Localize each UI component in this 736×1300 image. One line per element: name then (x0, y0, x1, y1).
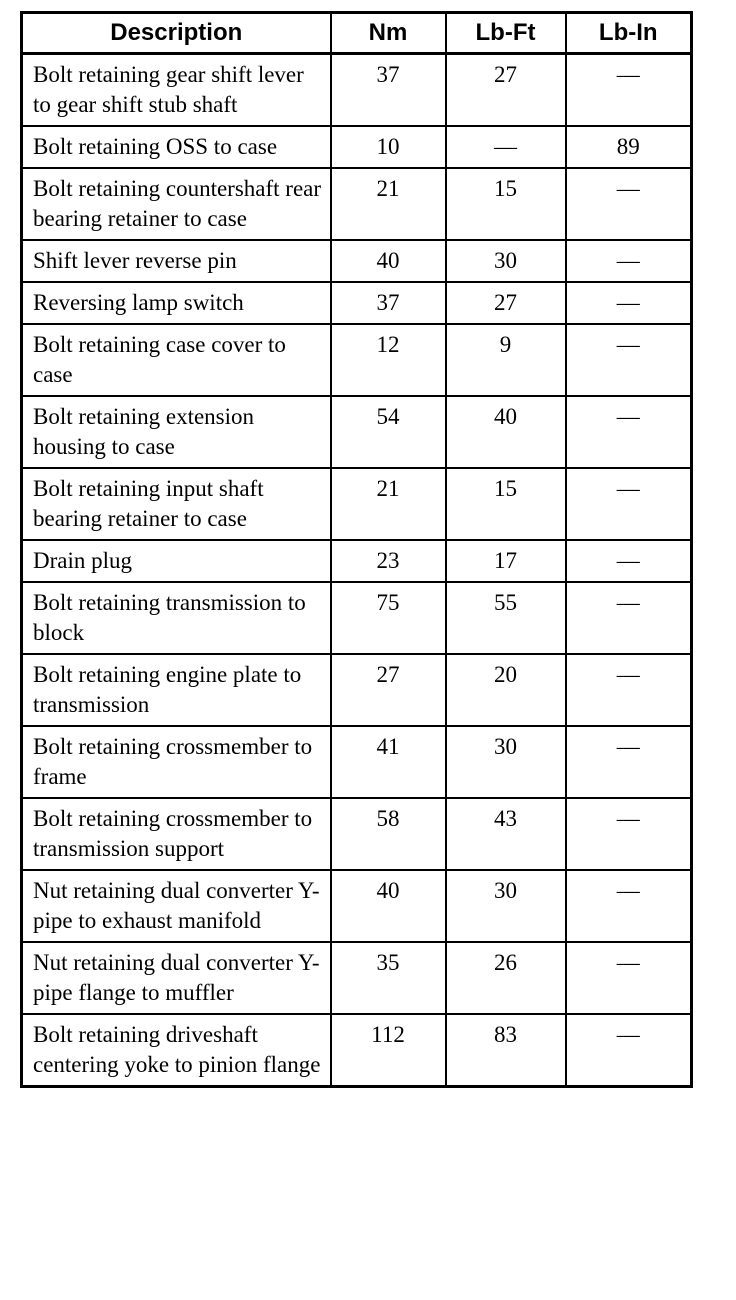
cell-nm: 21 (331, 168, 446, 240)
table-row (22, 282, 692, 324)
table-row (22, 1014, 692, 1087)
cell-nm: 12 (331, 324, 446, 396)
torque-specification-table (20, 11, 693, 1088)
cell-description: Bolt retaining crossmember to transmission support (22, 798, 331, 870)
cell-description: Bolt retaining countershaft rear bearing retainer to case (22, 168, 331, 240)
cell-description: Bolt retaining driveshaft centering yoke to pinion flange (22, 1014, 331, 1087)
cell-nm: 21 (331, 468, 446, 540)
cell-description: Bolt retaining extension housing to case (22, 396, 331, 468)
cell-lb-ft: 27 (446, 282, 566, 324)
table-header-row (22, 13, 692, 54)
cell-nm: 37 (331, 282, 446, 324)
cell-lb-ft: 9 (446, 324, 566, 396)
cell-lb-ft: 15 (446, 168, 566, 240)
cell-lb-ft: 30 (446, 240, 566, 282)
cell-lb-ft: 20 (446, 654, 566, 726)
cell-description: Bolt retaining engine plate to transmission (22, 654, 331, 726)
cell-lb-in: — (566, 582, 692, 654)
cell-lb-in: — (566, 168, 692, 240)
cell-lb-in: — (566, 870, 692, 942)
cell-lb-ft: 30 (446, 870, 566, 942)
cell-lb-in: 89 (566, 126, 692, 168)
cell-nm: 41 (331, 726, 446, 798)
cell-lb-ft: 83 (446, 1014, 566, 1087)
cell-lb-ft: 43 (446, 798, 566, 870)
cell-nm: 112 (331, 1014, 446, 1087)
header-lb-ft: Lb-Ft (446, 13, 566, 54)
table-row (22, 582, 692, 654)
cell-lb-in: — (566, 942, 692, 1014)
cell-lb-in: — (566, 726, 692, 798)
cell-lb-ft: 40 (446, 396, 566, 468)
cell-description: Shift lever reverse pin (22, 240, 331, 282)
cell-nm: 40 (331, 240, 446, 282)
cell-lb-in: — (566, 240, 692, 282)
table-row (22, 726, 692, 798)
cell-nm: 58 (331, 798, 446, 870)
table-row (22, 126, 692, 168)
table-row (22, 168, 692, 240)
cell-lb-ft: — (446, 126, 566, 168)
cell-nm: 75 (331, 582, 446, 654)
cell-nm: 23 (331, 540, 446, 582)
cell-description: Bolt retaining OSS to case (22, 126, 331, 168)
cell-nm: 10 (331, 126, 446, 168)
cell-lb-in: — (566, 324, 692, 396)
cell-lb-in: — (566, 540, 692, 582)
cell-lb-ft: 15 (446, 468, 566, 540)
cell-description: Bolt retaining crossmember to frame (22, 726, 331, 798)
cell-description: Bolt retaining case cover to case (22, 324, 331, 396)
cell-lb-ft: 17 (446, 540, 566, 582)
cell-lb-in: — (566, 468, 692, 540)
cell-description: Bolt retaining input shaft bearing retainer to case (22, 468, 331, 540)
header-nm: Nm (331, 13, 446, 54)
table-row (22, 324, 692, 396)
cell-description: Drain plug (22, 540, 331, 582)
cell-lb-in: — (566, 654, 692, 726)
cell-description: Nut retaining dual converter Y-pipe flange to muffler (22, 942, 331, 1014)
cell-lb-in: — (566, 798, 692, 870)
header-lb-in: Lb-In (566, 13, 692, 54)
cell-nm: 27 (331, 654, 446, 726)
cell-lb-in: — (566, 282, 692, 324)
cell-lb-in: — (566, 54, 692, 127)
cell-lb-ft: 26 (446, 942, 566, 1014)
cell-description: Bolt retaining gear shift lever to gear shift stub shaft (22, 54, 331, 127)
cell-nm: 35 (331, 942, 446, 1014)
table-row (22, 942, 692, 1014)
cell-lb-ft: 55 (446, 582, 566, 654)
table-row (22, 468, 692, 540)
cell-lb-ft: 27 (446, 54, 566, 127)
table-row (22, 54, 692, 127)
cell-lb-ft: 30 (446, 726, 566, 798)
table-row (22, 870, 692, 942)
table-body (22, 54, 692, 1087)
cell-nm: 37 (331, 54, 446, 127)
cell-lb-in: — (566, 1014, 692, 1087)
table-row (22, 396, 692, 468)
table-row (22, 798, 692, 870)
cell-description: Reversing lamp switch (22, 282, 331, 324)
cell-description: Nut retaining dual converter Y-pipe to exhaust manifold (22, 870, 331, 942)
table-row (22, 654, 692, 726)
table-row (22, 240, 692, 282)
header-description: Description (22, 13, 331, 54)
table-row (22, 540, 692, 582)
cell-description: Bolt retaining transmission to block (22, 582, 331, 654)
cell-nm: 54 (331, 396, 446, 468)
cell-lb-in: — (566, 396, 692, 468)
cell-nm: 40 (331, 870, 446, 942)
